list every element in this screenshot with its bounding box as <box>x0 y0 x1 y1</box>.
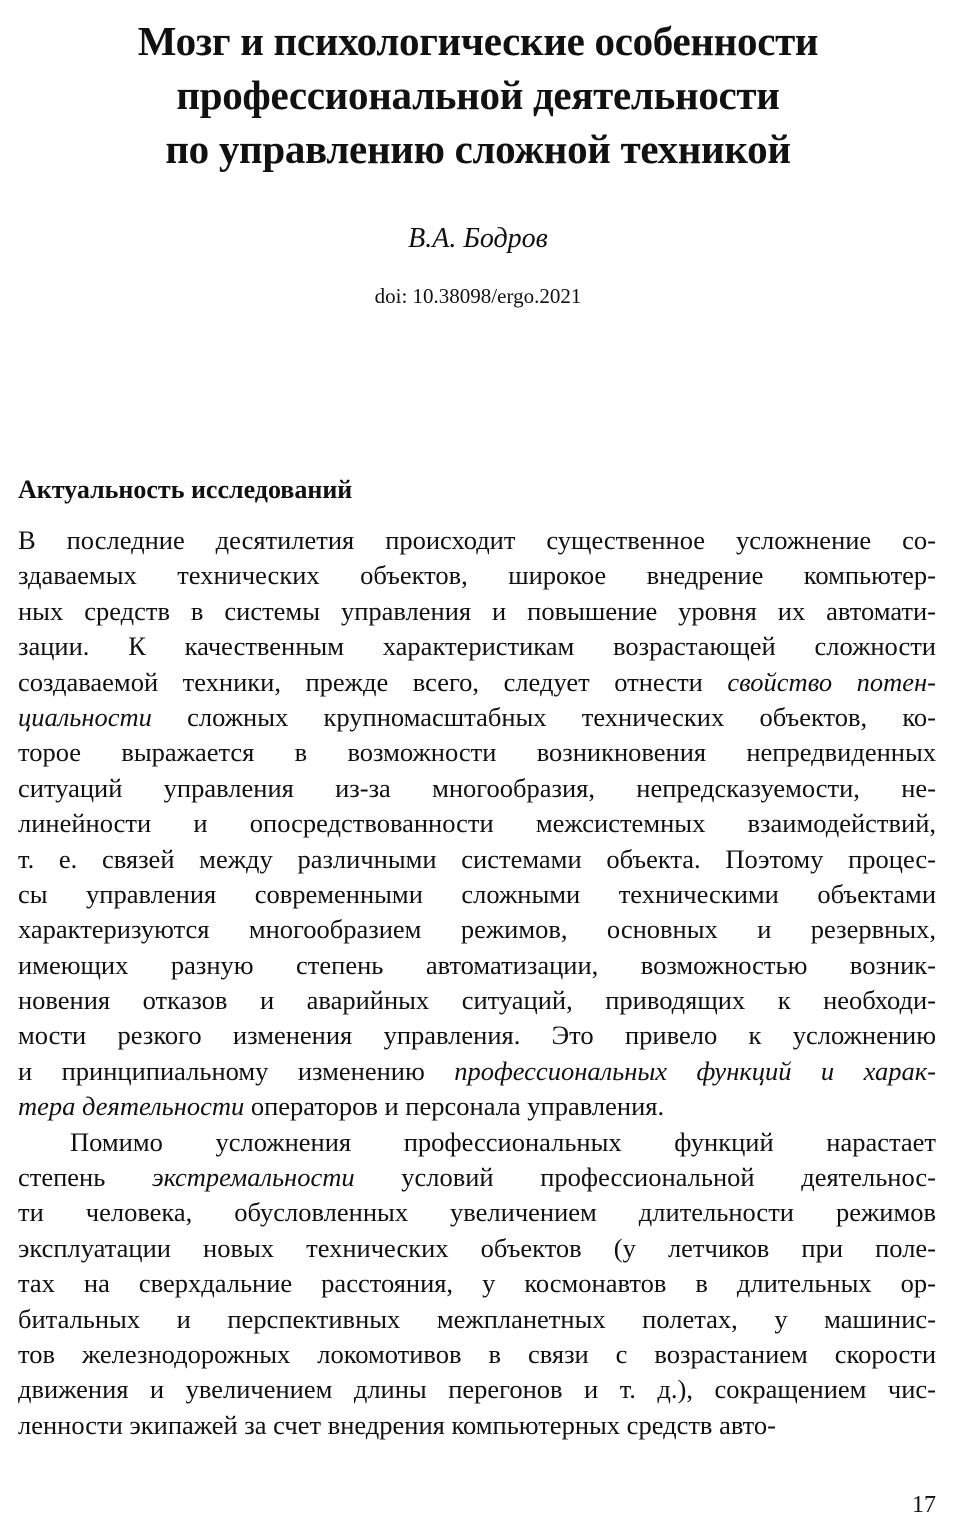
text-line: характеризуются многообразием режимов, основных и резервных, <box>18 914 936 945</box>
text-line: тов железнодорожных локомотивов в связи с возрастанием скорости <box>18 1338 936 1369</box>
text-line: имеющих разную степень автоматизации, возможностью возник- <box>18 949 936 980</box>
author-name: В.А. Бодров <box>408 223 548 254</box>
text-line: зации. К качественным характеристикам возрастающей сложности <box>18 631 936 662</box>
text-line <box>18 1054 936 1089</box>
text-run: создаваемой техники, прежде всего, следует отнести <box>18 666 728 697</box>
text-run: степень <box>18 1162 152 1193</box>
emphasized-term: тера деятельности <box>18 1091 245 1122</box>
title-line: профессиональной деятельности <box>176 72 780 118</box>
article-title <box>40 14 916 176</box>
text-line <box>18 1160 936 1195</box>
text-line: ситуаций управления из-за многообразия, непредсказуемости, не- <box>18 772 936 803</box>
text-run: условий профессиональной деятельнос- <box>354 1162 936 1193</box>
text-line: движения и увеличением длины перегонов и т. д.), сокращением чис- <box>18 1374 936 1405</box>
text-line: битальных и перспективных межпланетных полетах, у машинис- <box>18 1303 936 1334</box>
section-heading: Актуальность исследований <box>18 475 353 504</box>
text-line <box>18 1089 936 1124</box>
emphasized-term: циальности <box>18 701 152 732</box>
text-line: т. е. связей между различными системами объекта. Поэтому процес- <box>18 843 936 874</box>
emphasized-term: свойство потен- <box>727 666 936 697</box>
text-line: ных средств в системы управления и повышение уровня их автомати- <box>18 595 936 626</box>
emphasized-term: профессиональных функций и харак- <box>454 1055 936 1086</box>
title-line: Мозг и психологические особенности <box>137 18 819 64</box>
page-number: 17 <box>912 1492 936 1518</box>
text-run: сложных крупномасштабных технических объектов, ко- <box>151 701 936 732</box>
text-line: эксплуатации новых технических объектов (у летчиков при поле- <box>18 1232 936 1263</box>
text-line: сы управления современными сложными техническими объектами <box>18 878 936 909</box>
text-run: и принципиальному изменению <box>18 1055 455 1086</box>
text-line: ленности экипажей за счет внедрения компьютерных средств авто- <box>18 1409 776 1440</box>
text-line: В последние десятилетия происходит существенное усложнение со- <box>18 525 936 555</box>
paragraph-1 <box>18 523 936 1125</box>
text-line: линейности и опосредствованности межсистемных взаимодействий, <box>18 808 936 839</box>
text-line <box>18 665 936 700</box>
text-run: операторов и персонала управления. <box>244 1091 665 1122</box>
text-line <box>18 700 936 735</box>
text-line: торое выражается в возможности возникновения непредвиденных <box>18 737 936 768</box>
text-line: тах на сверхдальние расстояния, у космонавтов в длительных ор- <box>18 1268 936 1299</box>
text-line: здаваемых технических объектов, широкое внедрение компьютер- <box>18 560 936 591</box>
text-line: новения отказов и аварийных ситуаций, приводящих к необходи- <box>18 985 936 1016</box>
body-text <box>18 523 936 1443</box>
text-line: Помимо усложнения профессиональных функций нарастает <box>70 1126 936 1157</box>
title-line: по управлению сложной техникой <box>165 126 791 172</box>
doi-identifier: doi: 10.38098/ergo.2021 <box>374 284 582 308</box>
emphasized-term: экстремальности <box>151 1162 355 1193</box>
paragraph-2 <box>18 1125 936 1444</box>
text-line: мости резкого изменения управления. Это привело к усложнению <box>18 1020 936 1051</box>
text-line: ти человека, обусловленных увеличением длительности режимов <box>18 1197 936 1228</box>
